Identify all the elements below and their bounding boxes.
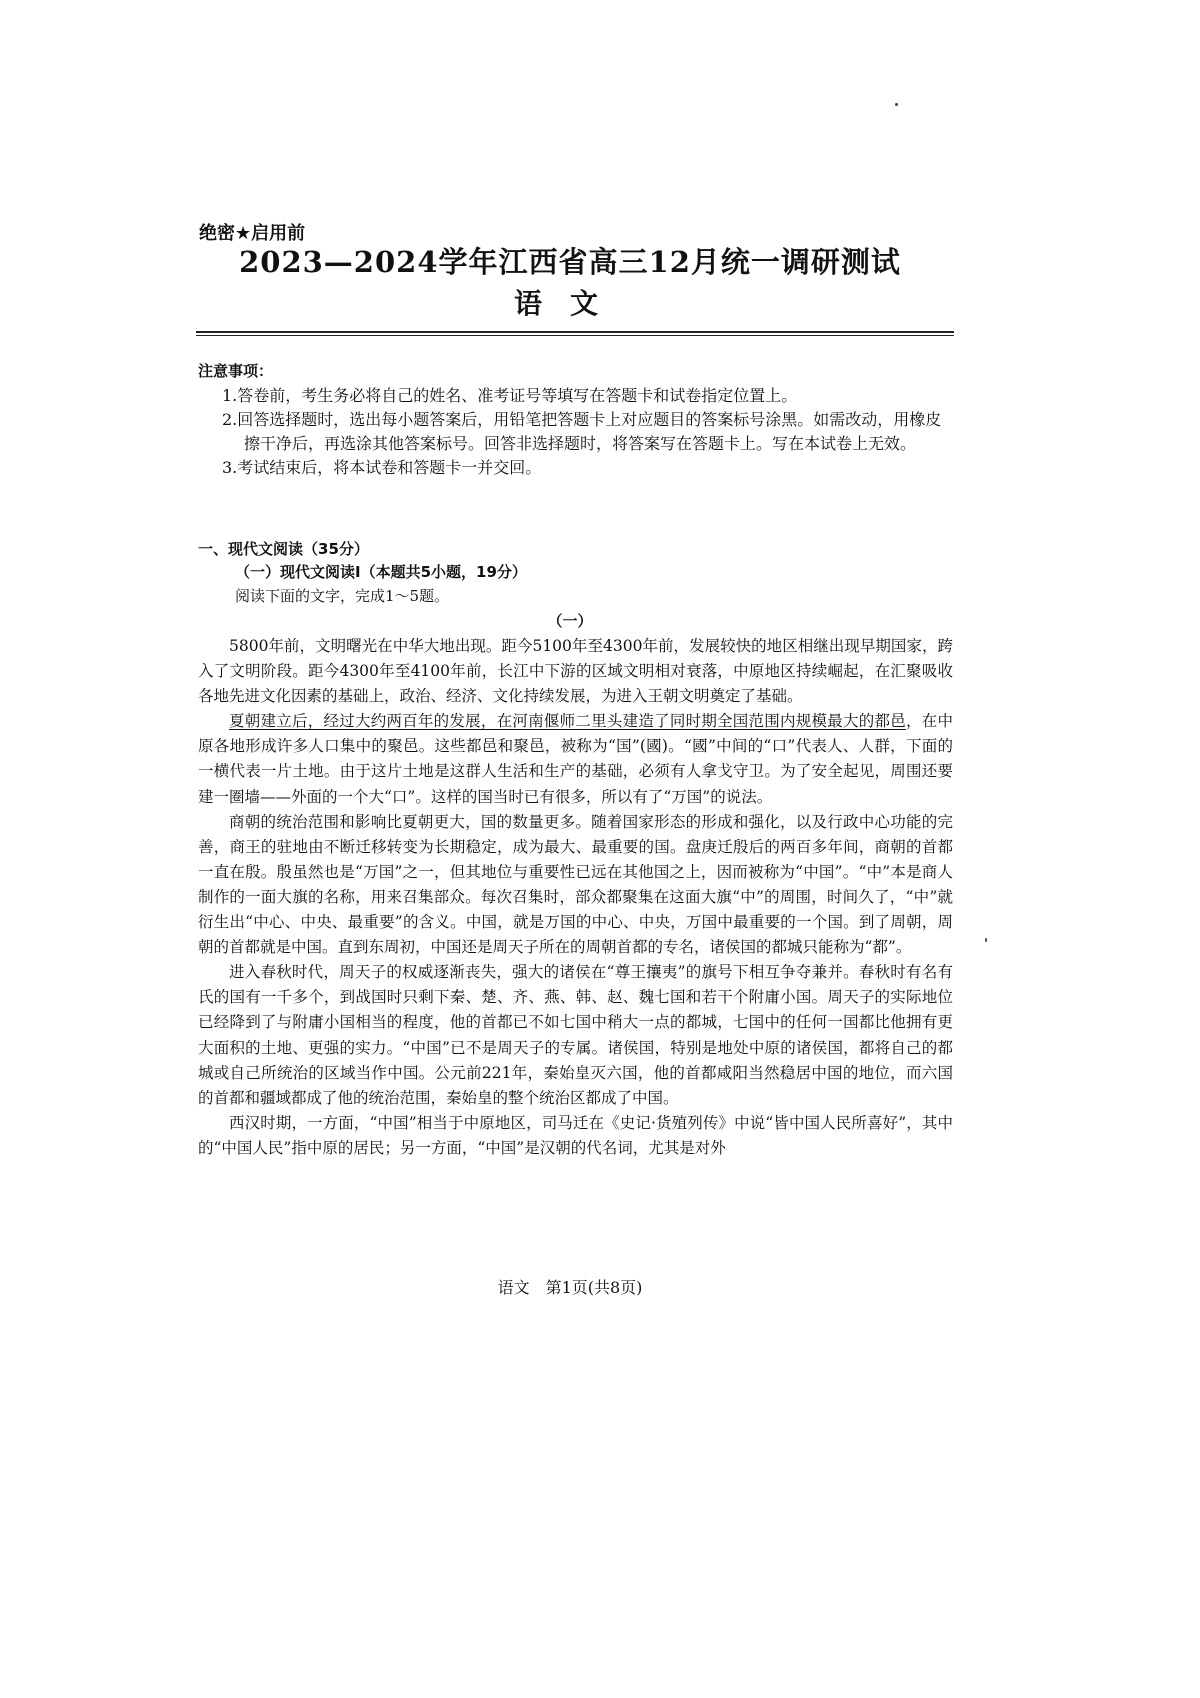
section-heading: 一、现代文阅读（35分）: [198, 540, 369, 558]
notes-heading: 注意事项：: [198, 362, 274, 380]
paragraph-text: ，在中原各地形成许多人口集中的聚邑。这些都邑和聚邑，被称为“国”(國)。“國”中间的“口”代表人、人群，下面的一横代表一片土地。由于这片土地是这群人生活和生产的基础，必须有人拿戈守卫。为了安全起见，周围还要建一圈墙——外面的一个大“口”。这样的国当时已有很多，所以有了“万国”的说法。: [198, 712, 953, 806]
subject-title: 语文: [513, 287, 626, 320]
exam-title: 2023—2024学年江西省高三12月统一调研测试: [239, 245, 901, 279]
passage-paragraph: 商朝的统治范围和影响比夏朝更大，国的数量更多。随着国家形态的形成和强化，以及行政中心功能的完善，商王的驻地由不断迁移转变为长期稳定，成为最大、最重要的国。盘庚迁殷后的两百多年间，商朝的首都一直在殷。殷虽然也是“万国”之一，但其地位与重要性已远在其他国之上，因而被称为“中国”。“中”本是商人制作的一面大旗的名称，用来召集部众。每次召集时，部众都聚集在这面大旗“中”的周围，时间久了，“中”就衍生出“中心、中央、最重要”的含义。中国，就是万国的中心、中央，万国中最重要的一个国。到了周朝，周朝的首都就是中国。直到东周初，中国还是周天子所在的周朝首都的专名，诸侯国的都城只能称为“都”。: [198, 812, 953, 957]
page-footer: 语文 第1页(共8页): [497, 1278, 643, 1297]
title-divider: [196, 331, 954, 333]
passage-paragraph: 进入春秋时代，周天子的权威逐渐丧失，强大的诸侯在“尊王攘夷”的旗号下相互争夺兼并。春秋时有名有氏的国有一千多个，到战国时只剩下秦、楚、齐、燕、韩、赵、魏七国和若干个附庸小国。周天子的实际地位已经降到了与附庸小国相当的程度，他的首都已不如七国中稍大一点的都城，七国中的任何一国都比他拥有更大面积的土地、更强的实力。“中国”已不是周天子的专属。诸侯国，特别是地处中原的诸侯国，都将自己的都城或自己所统治的区域当作中国。公元前221年，秦始皇灭六国，他的首都咸阳当然稳居中国的地位，而六国的首都和疆域都成了他的统治范围，秦始皇的整个统治区都成了中国。: [198, 963, 953, 1107]
note-item: 1.答卷前，考生务必将自己的姓名、准考证号等填写在答题卡和试卷指定位置上。: [222, 386, 798, 405]
passage-paragraph: 5800年前，文明曙光在中华大地出现。距今5100年至4300年前，发展较快的地区相继出现早期国家，跨入了文明阶段。距今4300年至4100年前，长江中下游的区域文明相对衰落，中原地区持续崛起，在汇聚吸收各地先进文化因素的基础上，政治、经济、文化持续发展，为进入王朝文明奠定了基础。: [198, 637, 953, 706]
scan-speck: [985, 938, 987, 942]
reading-passage: [198, 634, 953, 1161]
note-item: 3.考试结束后，将本试卷和答题卡一并交回。: [222, 458, 542, 477]
confidential-label: 绝密★启用前: [199, 223, 306, 244]
subsection-heading: （一）现代文阅读Ⅰ（本题共5小题，19分）: [235, 563, 527, 581]
passage-paragraph: 西汉时期，一方面，“中国”相当于中原地区，司马迁在《史记·货殖列传》中说“皆中国人民所喜好”，其中的“中国人民”指中原的居民；另一方面，“中国”是汉朝的代名词，尤其是对外: [198, 1113, 953, 1157]
passage-marker: （一）: [547, 612, 593, 630]
passage-paragraph: [198, 709, 953, 809]
notes-list: [222, 384, 957, 480]
reading-instruction: 阅读下面的文字，完成1～5题。: [235, 587, 450, 605]
title-divider-thin: [196, 335, 954, 336]
underlined-sentence: 夏朝建立后，经过大约两百年的发展，在河南偃师二里头建造了同时期全国范围内规模最大的都邑: [229, 712, 906, 731]
scan-speck: [895, 103, 898, 106]
note-item: 2.回答选择题时，选出每小题答案后，用铅笔把答题卡上对应题目的答案标号涂黑。如需改动，用橡皮擦干净后，再选涂其他答案标号。回答非选择题时，将答案写在答题卡上。写在本试卷上无效。: [222, 410, 942, 453]
